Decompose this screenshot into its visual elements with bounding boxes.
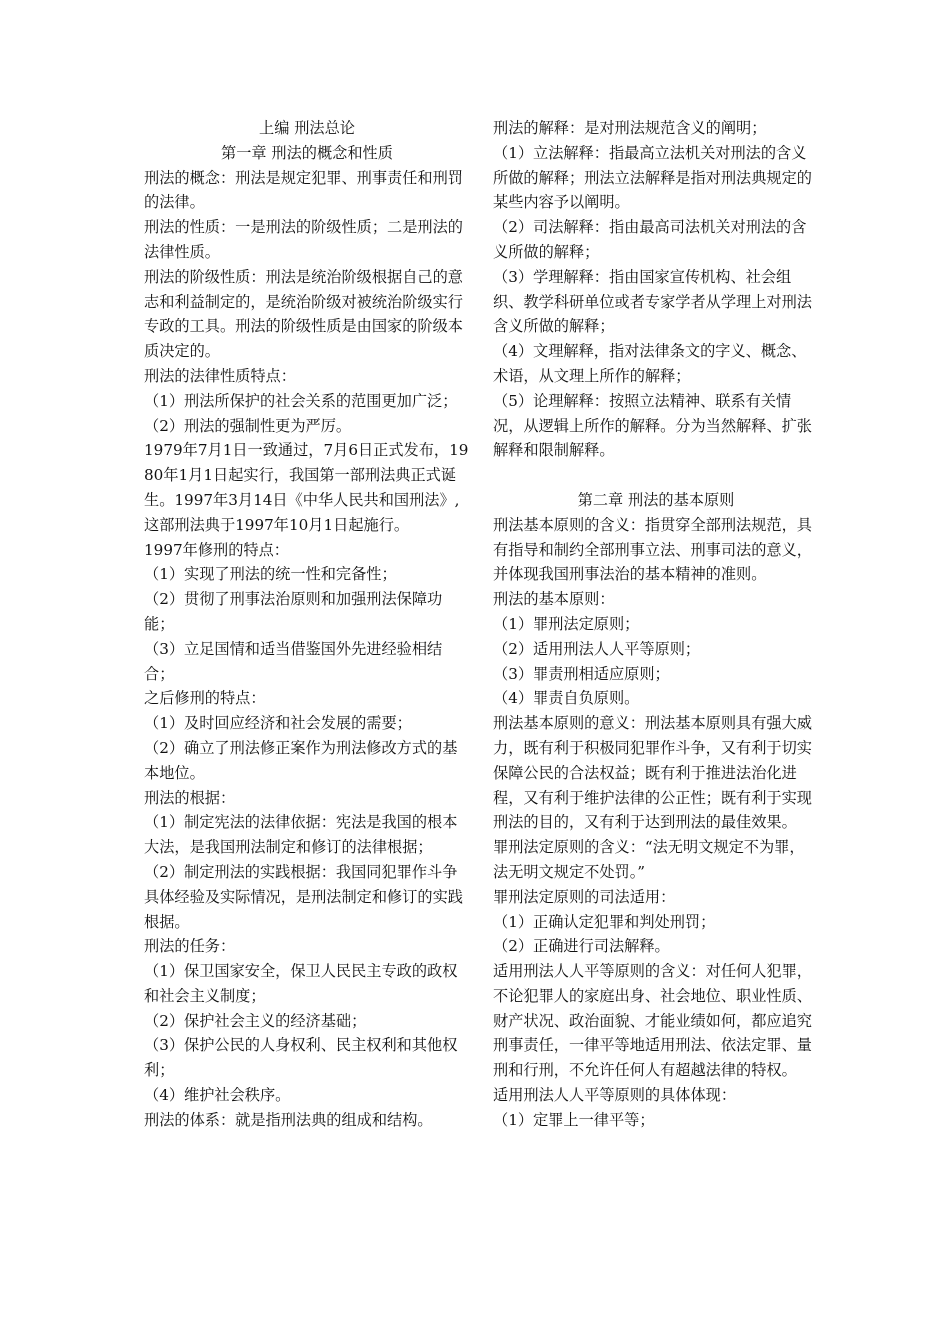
paragraph: （1）制定宪法的法律依据：宪法是我国的根本大法，是我国刑法制定和修订的法律根据； (144, 813, 458, 857)
paragraph: （4）维护社会秩序。 (144, 1086, 291, 1105)
paragraph: 刑法的法律性质特点： (144, 366, 296, 385)
paragraph: （1）正确认定犯罪和判处刑罚； (493, 912, 716, 931)
paragraph: 刑法的任务： (144, 937, 236, 956)
paragraph: （1）定罪上一律平等； (493, 1110, 655, 1129)
paragraph: （1）罪刑法定原则； (493, 614, 640, 633)
left-column (144, 116, 470, 1133)
paragraph: （4）文理解释，指对法律条文的字义、概念、术语，从文理上所作的解释； (493, 342, 807, 385)
paragraph: （3）罪责刑相适应原则； (493, 664, 670, 683)
paragraph: （2）正确进行司法解释。 (493, 937, 670, 956)
paragraph: （1）刑法所保护的社会关系的范围更加广泛； (144, 391, 458, 410)
paragraph: 刑法的体系：就是指刑法典的组成和结构。 (144, 1110, 433, 1129)
paragraph: （2）保护社会主义的经济基础； (144, 1011, 367, 1030)
paragraph: （3）保护公民的人身权利、民主权利和其他权利； (144, 1036, 458, 1080)
paragraph: 适用刑法人人平等原则的具体体现： (493, 1086, 736, 1105)
paragraph: 之后修刑的特点： (144, 689, 266, 708)
paragraph: 适用刑法人人平等原则的含义：对任何人犯罪，不论犯罪人的家庭出身、社会地位、职业性质、财产状况、政治面貌、才能业绩如何，都应追究刑事责任，一律平等地适用刑法、依法定罪、量刑和行刑，不允许任何人有超越法律的特权。 (493, 962, 812, 1080)
paragraph: 刑法基本原则的含义：指贯穿全部刑法规范，具有指导和制约全部刑事立法、刑事司法的意义，并体现我国刑事法治的基本精神的准则。 (493, 515, 812, 584)
paragraph: （1）及时回应经济和社会发展的需要； (144, 714, 412, 733)
section-heading: 上编 刑法总论 (259, 119, 355, 137)
section-heading: 第二章 刑法的基本原则 (577, 490, 735, 509)
paragraph: （2）司法解释：指由最高司法机关对刑法的含义所做的解释； (493, 218, 807, 261)
paragraph: （2）贯彻了刑事法治原则和加强刑法保障功能； (144, 590, 443, 633)
paragraph: （2）制定刑法的实践根据：我国同犯罪作斗争具体经验及实际情况，是刑法制定和修订的实践根据。 (144, 862, 463, 931)
paragraph: （2）确立了刑法修正案作为刑法修改方式的基本地位。 (144, 738, 458, 782)
section-heading: 第一章 刑法的概念和性质 (221, 143, 393, 162)
paragraph: 刑法的根据： (144, 788, 236, 807)
paragraph: （3）立足国情和适当借鉴国外先进经验相结合； (144, 639, 443, 683)
paragraph: （1）立法解释：指最高立法机关对刑法的含义所做的解释；刑法立法解释是指对刑法典规定的某些内容予以阐明。 (493, 143, 812, 212)
paragraph: （4）罪责自负原则。 (493, 689, 640, 708)
paragraph: （1）保卫国家安全，保卫人民民主专政的政权和社会主义制度； (144, 962, 458, 1005)
paragraph: （5）论理解释：按照立法精神、联系有关情况，从逻辑上所作的解释。分为当然解释、扩张解释和限制解释。 (493, 391, 812, 460)
paragraph: 刑法的阶级性质：刑法是统治阶级根据自己的意志和利益制定的，是统治阶级对被统治阶级实行专政的工具。刑法的阶级性质是由国家的阶级本质决定的。 (144, 267, 463, 361)
paragraph: （2）适用刑法人人平等原则； (493, 639, 701, 658)
paragraph: 刑法的解释：是对刑法规范含义的阐明； (493, 119, 767, 137)
paragraph: 刑法的性质：一是刑法的阶级性质；二是刑法的法律性质。 (144, 218, 463, 261)
paragraph: （3）学理解释：指由国家宣传机构、社会组织、教学科研单位或者专家学者从学理上对刑法含义所做的解释； (493, 267, 812, 336)
blank-line (493, 463, 819, 488)
paragraph: （2）刑法的强制性更为严厉。 (144, 416, 352, 435)
paragraph: 刑法的概念：刑法是规定犯罪、刑事责任和刑罚的法律。 (144, 168, 463, 212)
paragraph: 罪刑法定原则的司法适用： (493, 887, 676, 906)
paragraph: （1）实现了刑法的统一性和完备性； (144, 565, 397, 584)
paragraph: 1997年修刑的特点： (144, 540, 289, 559)
paragraph: 罪刑法定原则的含义：“法无明文规定不为罪，法无明文规定不处罚。” (493, 838, 805, 881)
paragraph: 刑法的基本原则： (493, 590, 615, 609)
right-column (493, 116, 819, 1133)
paragraph: 1979年7月1日一致通过，7月6日正式发布，1980年1月1日起实行，我国第一部刑法典正式诞生。1997年3月14日《中华人民共和国刑法》,这部刑法典于1997年10月1日起施行。 (144, 441, 469, 534)
paragraph: 刑法基本原则的意义：刑法基本原则具有强大威力，既有利于积极同犯罪作斗争，又有利于切实保障公民的合法权益；既有利于推进法治化进程，又有利于维护法律的公正性；既有利于实现刑法的目的，又有利于达到刑法的最佳效果。 (493, 714, 812, 832)
